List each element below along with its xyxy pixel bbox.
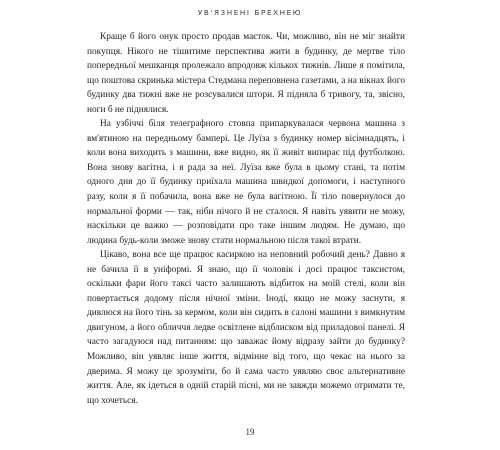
body-text (87, 30, 405, 408)
paragraph-1: Краще б його онук просто продав маєток. Чи, можливо, він не міг знайти покупця. Нікого не тішитиме перспектива жити в будинку, де мертве тіло попередньої мешканця пролежало впродовж кількох тижнів. Лише я помітила, що поштова скринька містера Стедмана переповнена газетами, а на вікнах його будинку два тижні вже не розсувалися штори. Я підняла б тривогу, та, звісно, ноги б не піднялися. (87, 32, 405, 115)
running-head: УВ'ЯЗНЕНІ БРЕХНЕЮ (197, 8, 303, 17)
paragraph-2: На узбіччі біля телеграфного стовпа припаркувалася червона машина з вм'ятиною на передньому бампері. Це Луїза з будинку номер вісімнадцять, і коли вона виходить з машини, вже видно, як її живіт випирає під футболкою. Вона знову вагітна, і я рада за неї. Луїза вже була в цьому стані, та потім одного дня до її будинку приїхала машина швидкої допомоги, і наступного разу, коли я її побачила, вона вже не була вагітною. Її тіло повернулося до нормальної форми — так, ніби нічого й не сталося. Я навіть уявити не можу, наскільки це важко — розповідати про таке іншим людям. Не думаю, що людина будь-коли зможе знову стати нормальною після такої втрати. (87, 119, 405, 246)
paragraph-3: Цікаво, вона все ще працює касиркою на неповний робочий день? Давно я не бачила її в уніформі. Я знаю, що її чоловік і досі працює таксистом, оскільки фари його таксі часто залишають відбиток на моїй стелі, коли він повертається додому після нічної зміни. Іноді, якщо не можу заснути, я дивлюся на його тінь за кермом, коли він сидить в салоні машини з вимкнутим двигуном, а його обличчя ледве освітлене відблиском від приладової панелі. Я часто загадуюся над питанням: що заважає йому відразу зайти до будинку? Можливо, він уявляє інше життя, відмінне від того, що чекає на нього за дверима. Я можу це зрозуміти, бо й сама часто уявляю своє альтернативне життя. Але, як ідеться в одній старій пісні, ми не завжди можемо отримати те, що хочеться. (87, 250, 405, 406)
page-number: 19 (245, 427, 255, 437)
